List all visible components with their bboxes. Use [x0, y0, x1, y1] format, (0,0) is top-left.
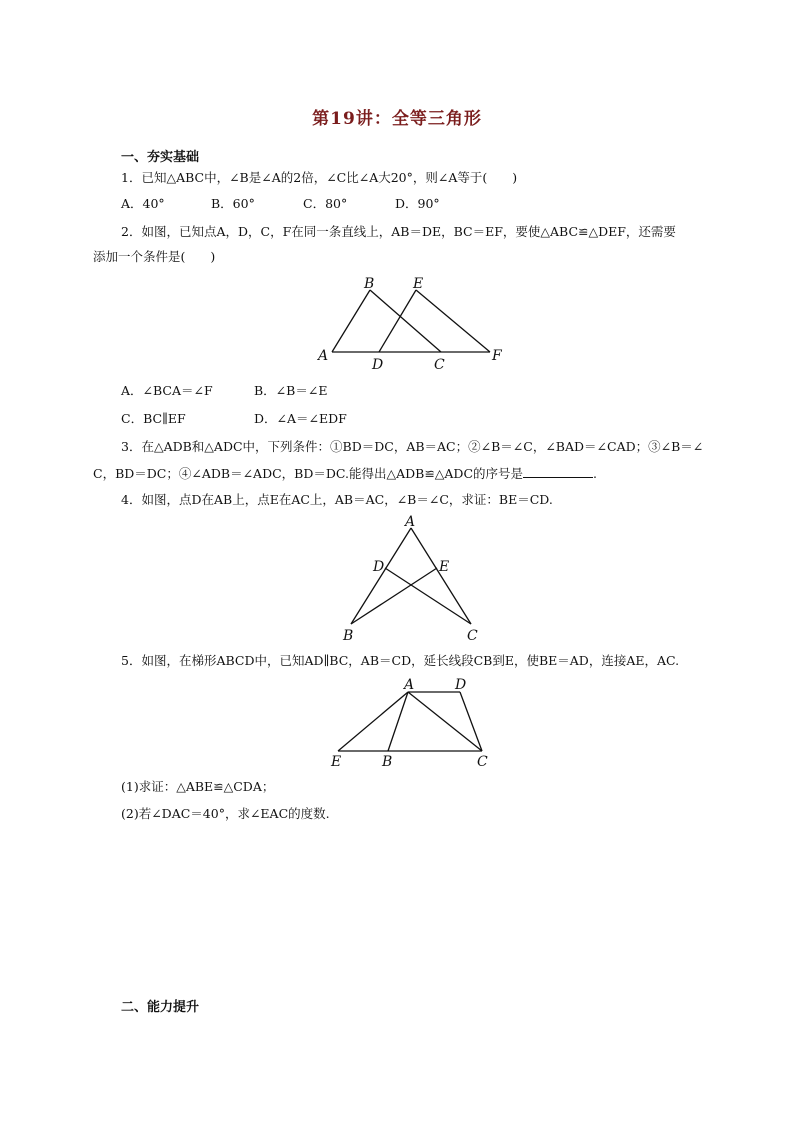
q2-segment-de — [379, 290, 416, 352]
q2-segment-ab — [332, 290, 370, 352]
question-3-line-1: 3．在△ADB和△ADC中，下列条件：①BD＝DC，AB＝AC；②∠B＝∠C，∠BAD＝∠CAD；③∠B＝∠ — [121, 439, 704, 454]
question-3-text: C，BD＝DC；④∠ADB＝∠ADC，BD＝DC.能得出△ADB≌△ADC的序号是 — [93, 466, 524, 481]
q1-option-b: B．60° — [211, 196, 255, 211]
question-5-part-1: (1)求证：△ABE≌△CDA； — [121, 779, 275, 794]
q4-label-c: C — [467, 628, 478, 644]
section-heading-basics: 一、夯实基础 — [121, 150, 200, 165]
q2-label-e: E — [413, 276, 424, 292]
q5-label-a: A — [404, 677, 415, 693]
question-2-line-2: 添加一个条件是( ) — [93, 249, 216, 264]
q2-option-d: D．∠A＝∠EDF — [254, 411, 347, 426]
answer-blank — [523, 465, 593, 478]
q4-figure — [335, 510, 495, 645]
question-4: 4．如图，点D在AB上，点E在AC上，AB＝AC，∠B＝∠C，求证：BE＝CD. — [121, 492, 553, 507]
q5-label-e: E — [331, 754, 342, 770]
q2-option-c: C．BC∥EF — [121, 411, 186, 426]
q1-option-a: A．40° — [121, 196, 165, 211]
q2-label-d: D — [372, 357, 384, 373]
q4-label-a: A — [405, 514, 416, 530]
q4-segment-ac — [411, 528, 471, 624]
q4-label-d: D — [373, 559, 385, 575]
question-3-line-2 — [93, 465, 597, 482]
q1-option-c: C．80° — [303, 196, 348, 211]
q2-segment-ef — [416, 290, 490, 352]
q2-label-c: C — [434, 357, 445, 373]
q2-segment-bc — [370, 290, 441, 352]
question-1: 1．已知△ABC中，∠B是∠A的2倍，∠C比∠A大20°，则∠A等于( ) — [121, 170, 518, 185]
q4-segment-ab — [351, 528, 411, 624]
q4-segment-cd — [385, 568, 471, 624]
q4-label-e: E — [439, 559, 450, 575]
q5-label-c: C — [477, 754, 488, 770]
q4-label-b: B — [343, 628, 354, 644]
q1-option-d: D．90° — [395, 196, 440, 211]
question-2-line-1: 2．如图，已知点A，D，C，F在同一条直线上，AB＝DE，BC＝EF，要使△ABC≌△DEF，还需要 — [121, 224, 676, 239]
q2-label-f: F — [492, 348, 502, 364]
section-heading-advanced: 二、能力提升 — [121, 1000, 200, 1015]
q2-option-b: B．∠B＝∠E — [254, 383, 328, 398]
q5-figure — [322, 672, 502, 772]
page-title: 第19讲：全等三角形 — [312, 109, 482, 129]
q2-label-a: A — [318, 348, 329, 364]
q2-option-a: A．∠BCA＝∠F — [121, 383, 213, 398]
q5-label-d: D — [455, 677, 467, 693]
question-5: 5．如图，在梯形ABCD中，已知AD∥BC，AB＝CD，延长线段CB到E，使BE＝AD，连接AE，AC. — [121, 653, 680, 668]
q5-label-b: B — [382, 754, 393, 770]
q2-label-b: B — [364, 276, 375, 292]
question-5-part-2: (2)若∠DAC＝40°，求∠EAC的度数. — [121, 806, 330, 821]
q2-figure — [310, 270, 520, 375]
q4-segment-be — [351, 568, 437, 624]
question-3-tail: . — [593, 466, 598, 481]
